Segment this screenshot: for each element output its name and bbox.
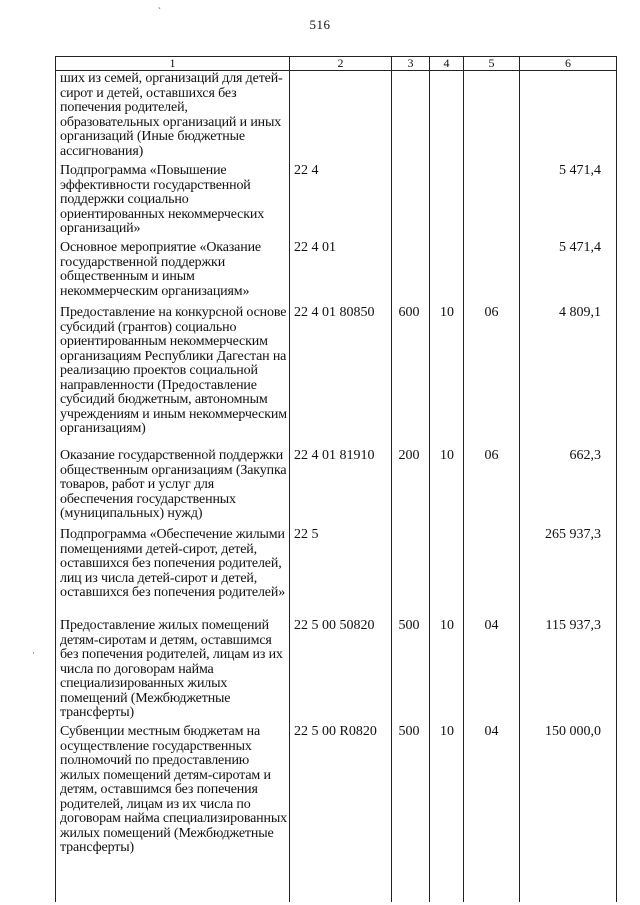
header-col-3: 3 [407, 56, 414, 70]
row-vr: 500 [398, 618, 420, 633]
row-sum: 4 809,1 [559, 305, 601, 320]
row-pr: 04 [484, 724, 499, 739]
header-col-1: 1 [169, 56, 176, 70]
row-rz: 10 [440, 724, 454, 739]
row-vr: 600 [398, 305, 420, 320]
row-sum: 150 000,0 [545, 724, 601, 739]
row-name: ших из семей, организаций для детей-сирот и детей, оставшихся без попечения родителей, образовательных организаций и иных организаций (Иные бюджетные ассигнования) [60, 71, 283, 159]
budget-table [55, 56, 617, 902]
row-name: Основное мероприятие «Оказание государственной поддержки общественным и иным некоммерческим организациям» [60, 240, 261, 299]
row-sum: 115 937,3 [545, 618, 601, 633]
row-sum: 5 471,4 [559, 240, 601, 255]
column-divider [429, 56, 430, 902]
row-vr: 500 [398, 724, 420, 739]
header-col-6: 6 [565, 56, 571, 70]
row-name: Предоставление на конкурсной основе субсидий (грантов) социально ориентированным некоммерческим организациям Республики Дагестан на реализацию проектов социальной направленности (Предоставление субсидий бюджетным, автономным учреждениям и иным некоммерческим организациям) [60, 305, 287, 436]
row-code: 22 5 [294, 527, 319, 542]
header-col-2: 2 [337, 56, 344, 70]
row-name: Предоставление жилых помещений детям-сиротам и детям, оставшимся без попечения родителей, лицам из их числа по договорам найма специализированных жилых помещений (Межбюджетные трансферты) [60, 618, 283, 720]
row-rz: 10 [440, 448, 454, 463]
page-number: 516 [309, 17, 331, 32]
row-pr: 06 [484, 305, 499, 320]
header-col-5: 5 [488, 56, 495, 70]
row-code: 22 4 01 80850 [294, 305, 375, 320]
row-name: Оказание государственной поддержки общественным организациям (Закупка товаров, работ и услуг для обеспечения государственных (муниципальных) нужд) [60, 448, 287, 521]
row-code: 22 5 00 50820 [294, 618, 375, 633]
row-code: 22 4 01 [294, 240, 336, 255]
row-sum: 265 937,3 [545, 527, 601, 542]
row-pr: 04 [484, 618, 499, 633]
column-divider [391, 56, 392, 902]
row-sum: 5 471,4 [559, 163, 601, 178]
column-divider [289, 56, 290, 902]
table-header-row [56, 56, 616, 71]
scan-speck: ˋ [158, 6, 161, 16]
row-pr: 06 [484, 448, 499, 463]
column-divider [463, 56, 464, 902]
header-col-4: 4 [443, 56, 450, 70]
row-name: Подпрограмма «Обеспечение жилыми помещениями детей-сирот, детей, оставшихся без попечения родителей, лиц из числа детей-сирот и детей, оставшихся без попечения родителей» [60, 527, 286, 600]
row-vr: 200 [398, 448, 420, 463]
row-name: Субвенции местным бюджетам на осуществление государственных полномочий по предоставлению жилых помещений детям-сиротам и детям, оставшимся без попечения родителей, лицам из их числа по договорам найма специализированных жилых помещений (Межбюджетные трансферты) [60, 724, 287, 855]
row-code: 22 5 00 R0820 [294, 724, 377, 739]
row-name: Подпрограмма «Повышение эффективности государственной поддержки социально ориентированных некоммерческих организаций» [60, 163, 265, 236]
margin-mark: · [32, 648, 35, 658]
row-rz: 10 [440, 618, 454, 633]
row-code: 22 4 01 81910 [294, 448, 375, 463]
row-sum: 662,3 [569, 448, 601, 463]
row-code: 22 4 [294, 163, 319, 178]
row-rz: 10 [440, 305, 454, 320]
column-divider [519, 56, 520, 902]
